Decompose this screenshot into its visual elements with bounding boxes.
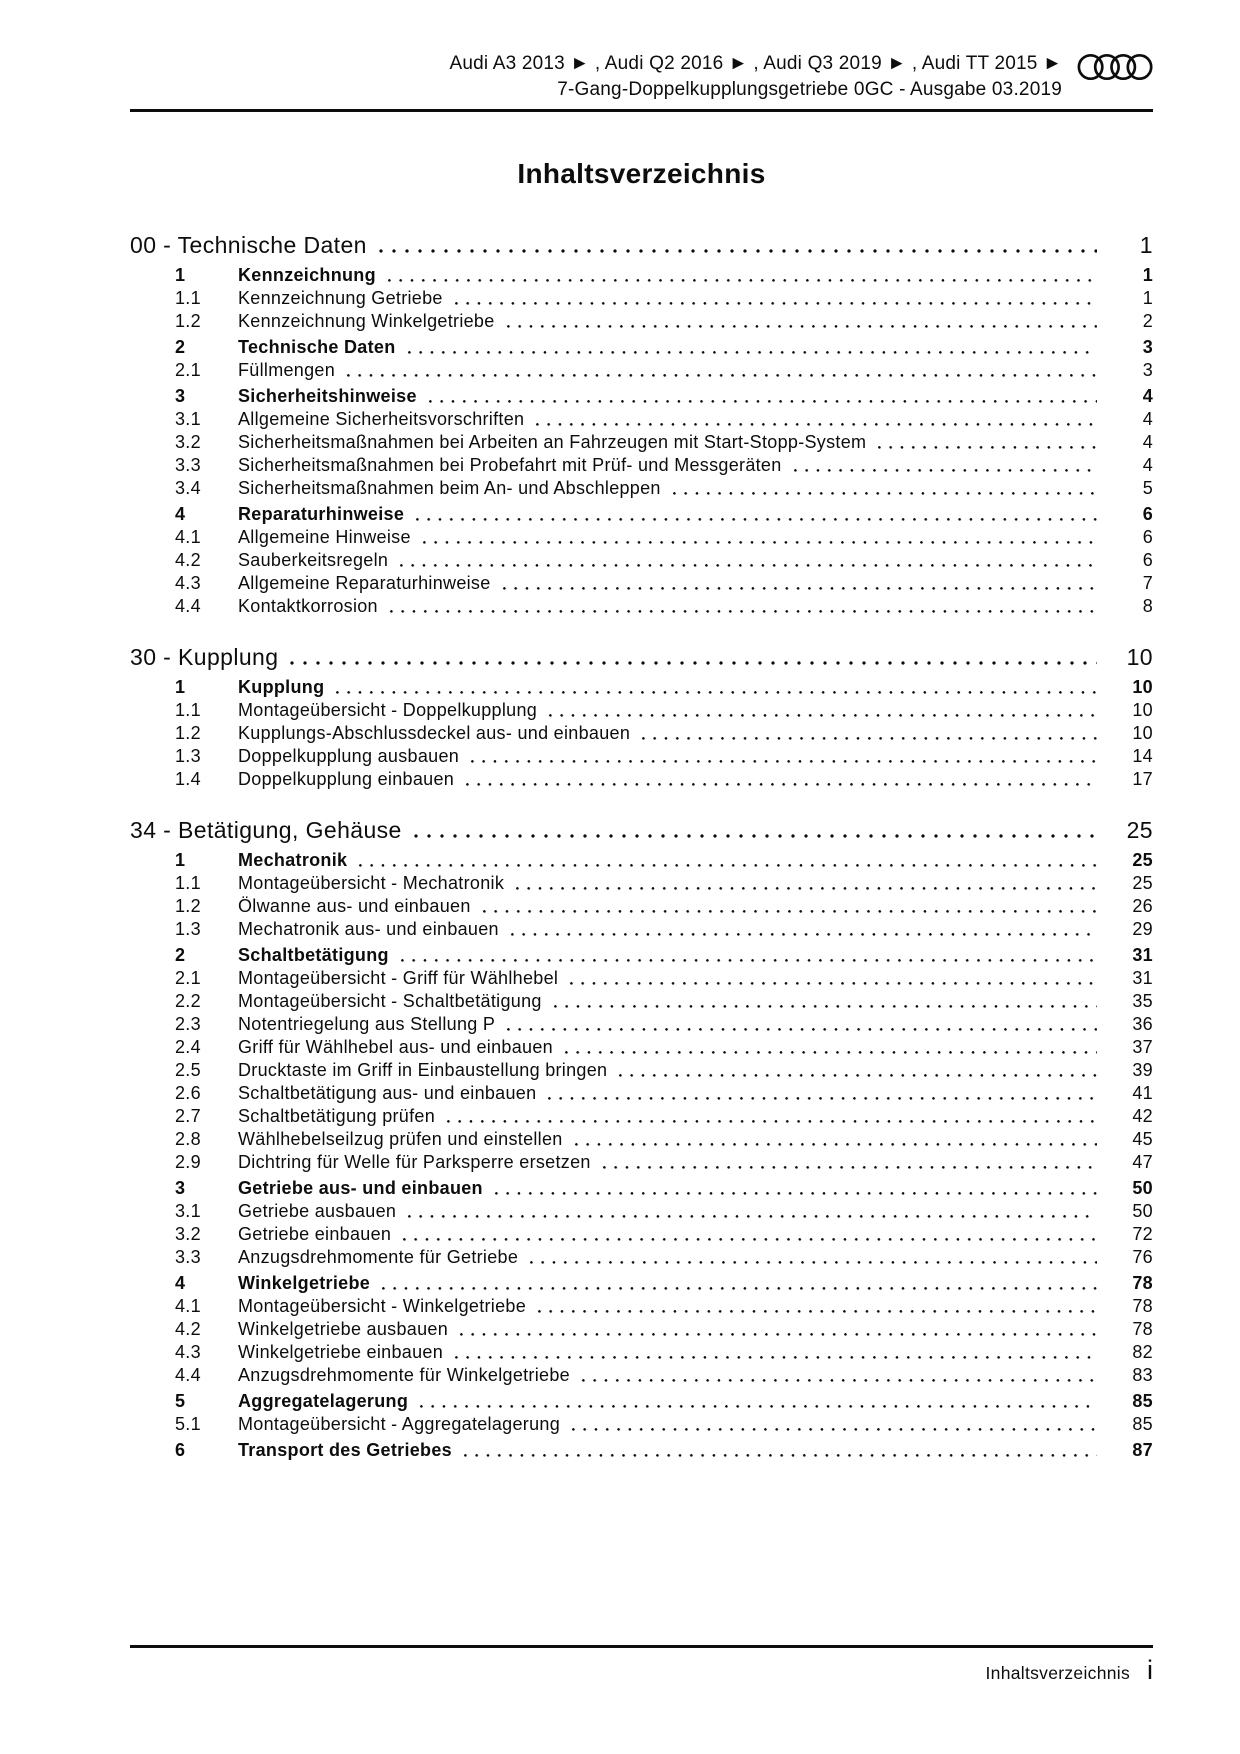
toc-entry-row (130, 549, 1153, 572)
dot-leader (465, 768, 1097, 791)
toc-entry-page-number: 36 (1132, 1014, 1153, 1034)
toc-entry-page-number: 78 (1132, 1273, 1153, 1293)
toc-entry-title: Getriebe ausbauen (238, 1201, 397, 1221)
toc-entry-number: 3.1 (175, 409, 201, 429)
toc-entry-number: 1 (175, 677, 186, 697)
toc-entry-row (130, 745, 1153, 768)
toc-entry-number: 2.7 (175, 1106, 201, 1126)
toc-entry-number: 3.3 (175, 1247, 201, 1267)
dot-leader (459, 1318, 1097, 1341)
toc-entry-row (130, 1223, 1153, 1246)
toc-entry-row (130, 1439, 1153, 1462)
toc-chapter-label: 00 - Technische Daten (130, 232, 367, 258)
page-header (130, 51, 1153, 103)
toc-entry-title: Drucktaste im Griff in Einbaustellung bringen (238, 1060, 608, 1080)
toc-entry-page-number: 31 (1132, 945, 1153, 965)
dot-leader (553, 990, 1097, 1013)
toc-entry-title: Wählhebelseilzug prüfen und einstellen (238, 1129, 563, 1149)
toc-entry-page-number: 25 (1132, 850, 1153, 870)
toc-entry-number: 1.2 (175, 311, 201, 331)
toc-entry-page-number: 4 (1142, 386, 1153, 406)
toc-entry-title: Schaltbetätigung aus- und einbauen (238, 1083, 537, 1103)
toc-entry-number: 3.1 (175, 1201, 201, 1221)
dot-leader (422, 526, 1097, 549)
toc-entry-page-number: 7 (1142, 573, 1153, 593)
toc-entry-title: Doppelkupplung ausbauen (238, 746, 460, 766)
toc-entry-page-number: 5 (1142, 478, 1153, 498)
toc-entry-number: 4.1 (175, 1296, 201, 1316)
toc-entry-row (130, 595, 1153, 618)
toc-entry-title: Kennzeichnung (238, 265, 376, 285)
toc-entry-number: 3.2 (175, 432, 201, 452)
dot-leader (618, 1059, 1097, 1082)
toc-entry-title: Griff für Wählhebel aus- und einbauen (238, 1037, 553, 1057)
toc-chapter-page-number: 25 (1126, 817, 1153, 843)
dot-leader (400, 944, 1097, 967)
toc-entry-number: 1.2 (175, 896, 201, 916)
toc-entry-number: 1.4 (175, 769, 201, 789)
toc-entry-number: 1.1 (175, 873, 201, 893)
toc-entry-page-number: 14 (1132, 746, 1153, 766)
header-text (449, 51, 1062, 103)
toc-entry-page-number: 50 (1132, 1201, 1153, 1221)
dot-leader (399, 549, 1097, 572)
dot-leader (494, 1177, 1097, 1200)
toc-entry-page-number: 35 (1132, 991, 1153, 1011)
dot-leader (454, 287, 1097, 310)
toc-entry-title: Sauberkeitsregeln (238, 550, 389, 570)
toc-entry-row (130, 1341, 1153, 1364)
toc-entry-row (130, 572, 1153, 595)
toc-entry-page-number: 31 (1132, 968, 1153, 988)
header-subtitle-line: 7-Gang-Doppelkupplungsgetriebe 0GC - Ausgabe 03.2019 (557, 79, 1062, 100)
toc-entry-title: Sicherheitshinweise (238, 386, 417, 406)
toc-entry-number: 4.2 (175, 550, 201, 570)
toc-entry-row (130, 1200, 1153, 1223)
toc-entry-page-number: 39 (1132, 1060, 1153, 1080)
dot-leader (569, 967, 1097, 990)
toc-entry-page-number: 85 (1132, 1391, 1153, 1411)
toc-chapter-page-number: 1 (1139, 232, 1153, 258)
toc-entry-row (130, 359, 1153, 382)
toc-entry-number: 1.3 (175, 919, 201, 939)
toc-entry-row (130, 1151, 1153, 1174)
dot-leader (641, 722, 1097, 745)
toc-entry-title: Ölwanne aus- und einbauen (238, 896, 471, 916)
toc-entry-number: 2.2 (175, 991, 201, 1011)
toc-entry-title: Doppelkupplung einbauen (238, 769, 455, 789)
page-footer (130, 1645, 1153, 1684)
toc-entry-row (130, 264, 1153, 287)
toc-entry-number: 1.1 (175, 288, 201, 308)
dot-leader (428, 385, 1097, 408)
toc-entry-number: 3.2 (175, 1224, 201, 1244)
toc-entry-row (130, 385, 1153, 408)
toc-entry-number: 1.3 (175, 746, 201, 766)
toc-entry-page-number: 45 (1132, 1129, 1153, 1149)
toc-entry-number: 1.1 (175, 700, 201, 720)
toc-entry-number: 1 (175, 265, 186, 285)
toc-entry-title: Anzugsdrehmomente für Getriebe (238, 1247, 519, 1267)
toc-entry-page-number: 87 (1132, 1440, 1153, 1460)
toc-entry-row (130, 849, 1153, 872)
toc-entry-page-number: 3 (1142, 337, 1153, 357)
toc-entry-number: 2.5 (175, 1060, 201, 1080)
toc-entry-row (130, 1413, 1153, 1436)
toc-entry-row (130, 1390, 1153, 1413)
dot-leader (387, 264, 1097, 287)
toc-entry-number: 5 (175, 1391, 186, 1411)
toc-entry-row (130, 1318, 1153, 1341)
header-rule (130, 109, 1153, 112)
toc-entry-title: Winkelgetriebe einbauen (238, 1342, 444, 1362)
toc-entry-number: 2.6 (175, 1083, 201, 1103)
dot-leader (454, 1341, 1097, 1364)
toc-entry-row (130, 1364, 1153, 1387)
dot-leader (548, 699, 1097, 722)
toc-entry-number: 2 (175, 945, 186, 965)
dot-leader (378, 230, 1097, 260)
toc-entry-title: Kupplungs-Abschlussdeckel aus- und einbauen (238, 723, 631, 743)
toc-entry-number: 3 (175, 386, 186, 406)
toc-entry-row (130, 895, 1153, 918)
toc-entry-row (130, 967, 1153, 990)
toc-entry-page-number: 4 (1142, 432, 1153, 452)
dot-leader (502, 572, 1097, 595)
toc-entry-title: Mechatronik (238, 850, 348, 870)
toc-entry-number: 3 (175, 1178, 186, 1198)
dot-leader (547, 1082, 1097, 1105)
toc-entry-row (130, 310, 1153, 333)
toc-entry-page-number: 26 (1132, 896, 1153, 916)
toc-entry-title: Allgemeine Reparaturhinweise (238, 573, 491, 593)
toc-entry-title: Kupplung (238, 677, 325, 697)
toc-chapter-row (130, 230, 1153, 260)
toc-entry-row (130, 1105, 1153, 1128)
toc-chapter-label: 34 - Betätigung, Gehäuse (130, 817, 402, 843)
toc-entry-title: Getriebe aus- und einbauen (238, 1178, 483, 1198)
toc-entry-title: Montageübersicht - Aggregatelagerung (238, 1414, 561, 1434)
toc-entry-number: 2.1 (175, 360, 201, 380)
toc-entry-row (130, 1013, 1153, 1036)
toc-entry-row (130, 526, 1153, 549)
toc-entry-row (130, 918, 1153, 941)
toc-entry-number: 4.3 (175, 573, 201, 593)
toc-entry-title: Montageübersicht - Mechatronik (238, 873, 505, 893)
toc-entry-row (130, 1246, 1153, 1269)
toc-chapter-row (130, 642, 1153, 672)
dot-leader (877, 431, 1097, 454)
toc-entry-page-number: 4 (1142, 455, 1153, 475)
toc-entry-title: Allgemeine Hinweise (238, 527, 411, 547)
toc-entry-row (130, 944, 1153, 967)
toc-entry-title: Schaltbetätigung (238, 945, 389, 965)
toc-entry-page-number: 85 (1132, 1414, 1153, 1434)
toc-entry-row (130, 699, 1153, 722)
toc-entry-title: Winkelgetriebe (238, 1273, 371, 1293)
toc-entry-row (130, 454, 1153, 477)
toc-entry-row (130, 477, 1153, 500)
toc-entry-number: 4.3 (175, 1342, 201, 1362)
toc-entry-row (130, 503, 1153, 526)
toc (130, 230, 1153, 1462)
toc-entry-title: Sicherheitsmaßnahmen bei Probefahrt mit Prüf- und Messgeräten (238, 455, 782, 475)
toc-entry-page-number: 41 (1132, 1083, 1153, 1103)
toc-entry-number: 2.3 (175, 1014, 201, 1034)
header-models-line: Audi A3 2013 ► , Audi Q2 2016 ► , Audi Q3 2019 ► , Audi TT 2015 ► (449, 53, 1062, 74)
toc-entry-page-number: 17 (1132, 769, 1153, 789)
toc-entry-number: 4.1 (175, 527, 201, 547)
toc-entry-number: 1.2 (175, 723, 201, 743)
dot-leader (402, 1223, 1097, 1246)
toc-entry-title: Dichtring für Welle für Parksperre ersetzen (238, 1152, 591, 1172)
toc-entry-row (130, 408, 1153, 431)
dot-leader (515, 872, 1097, 895)
dot-leader (602, 1151, 1097, 1174)
toc-entry-page-number: 1 (1142, 288, 1153, 308)
page-title: Inhaltsverzeichnis (517, 158, 766, 189)
toc-entry-page-number: 78 (1132, 1319, 1153, 1339)
dot-leader (793, 454, 1097, 477)
toc-entry-page-number: 37 (1132, 1037, 1153, 1057)
toc-entry-number: 4.2 (175, 1319, 201, 1339)
toc-entry-title: Technische Daten (238, 337, 396, 357)
dot-leader (470, 745, 1097, 768)
toc-entry-number: 2.4 (175, 1037, 201, 1057)
dot-leader (289, 642, 1097, 672)
toc-entry-number: 5.1 (175, 1414, 201, 1434)
toc-entry-page-number: 50 (1132, 1178, 1153, 1198)
toc-entry-row (130, 287, 1153, 310)
toc-entry-title: Füllmengen (238, 360, 336, 380)
toc-entry-row (130, 722, 1153, 745)
toc-entry-page-number: 29 (1132, 919, 1153, 939)
toc-entry-number: 4 (175, 1273, 186, 1293)
toc-entry-title: Kennzeichnung Winkelgetriebe (238, 311, 495, 331)
toc-entry-page-number: 2 (1142, 311, 1153, 331)
toc-entry-title: Getriebe einbauen (238, 1224, 392, 1244)
dot-leader (506, 1013, 1097, 1036)
toc-chapter-page-number: 10 (1126, 644, 1153, 670)
toc-entry-page-number: 47 (1132, 1152, 1153, 1172)
toc-entry-title: Montageübersicht - Doppelkupplung (238, 700, 538, 720)
toc-entry-number: 4.4 (175, 596, 201, 616)
toc-entry-page-number: 10 (1132, 723, 1153, 743)
dot-leader (415, 503, 1097, 526)
dot-leader (506, 310, 1097, 333)
toc-entry-row (130, 1059, 1153, 1082)
dot-leader (535, 408, 1097, 431)
dot-leader (346, 359, 1097, 382)
toc-entry-title: Montageübersicht - Griff für Wählhebel (238, 968, 559, 988)
footer-rule (130, 1645, 1153, 1648)
toc-entry-page-number: 10 (1132, 677, 1153, 697)
dot-leader (446, 1105, 1097, 1128)
toc-entry-row (130, 1036, 1153, 1059)
dot-leader (407, 1200, 1097, 1223)
dot-leader (463, 1439, 1097, 1462)
toc-entry-page-number: 6 (1142, 504, 1153, 524)
toc-entry-number: 2 (175, 337, 186, 357)
toc-entry-title: Mechatronik aus- und einbauen (238, 919, 499, 939)
toc-entry-number: 3.3 (175, 455, 201, 475)
toc-chapter-row (130, 815, 1153, 845)
dot-leader (581, 1364, 1097, 1387)
toc-entry-row (130, 676, 1153, 699)
toc-entry-page-number: 82 (1132, 1342, 1153, 1362)
toc-entry-title: Anzugsdrehmomente für Winkelgetriebe (238, 1365, 570, 1385)
toc-entry-page-number: 3 (1142, 360, 1153, 380)
toc-entry-number: 4.4 (175, 1365, 201, 1385)
toc-entry-row (130, 1082, 1153, 1105)
toc-entry-number: 6 (175, 1440, 186, 1460)
dot-leader (381, 1272, 1097, 1295)
dot-leader (413, 815, 1097, 845)
toc-entry-number: 4 (175, 504, 186, 524)
dot-leader (537, 1295, 1097, 1318)
toc-entry-page-number: 6 (1142, 527, 1153, 547)
toc-entry-page-number: 10 (1132, 700, 1153, 720)
toc-entry-title: Sicherheitsmaßnahmen beim An- und Abschleppen (238, 478, 661, 498)
toc-entry-title: Montageübersicht - Schaltbetätigung (238, 991, 542, 1011)
toc-chapter-label: 30 - Kupplung (130, 644, 279, 670)
toc-entry-title: Sicherheitsmaßnahmen bei Arbeiten an Fahrzeugen mit Start-Stopp-System (238, 432, 867, 452)
toc-entry-title: Aggregatelagerung (238, 1391, 409, 1411)
toc-entry-title: Transport des Getriebes (238, 1440, 452, 1460)
dot-leader (389, 595, 1097, 618)
dot-leader (482, 895, 1097, 918)
toc-entry-row (130, 990, 1153, 1013)
dot-leader (672, 477, 1097, 500)
toc-entry-number: 1 (175, 850, 186, 870)
toc-entry-page-number: 8 (1142, 596, 1153, 616)
toc-entry-number: 2.1 (175, 968, 201, 988)
dot-leader (571, 1413, 1097, 1436)
toc-entry-page-number: 76 (1132, 1247, 1153, 1267)
toc-entry-page-number: 42 (1132, 1106, 1153, 1126)
footer-page-number: i (1147, 1655, 1153, 1685)
toc-entry-row (130, 872, 1153, 895)
dot-leader (510, 918, 1097, 941)
toc-entry-number: 3.4 (175, 478, 201, 498)
dot-leader (407, 336, 1097, 359)
toc-entry-page-number: 4 (1142, 409, 1153, 429)
toc-entry-page-number: 25 (1132, 873, 1153, 893)
toc-entry-row (130, 336, 1153, 359)
dot-leader (358, 849, 1097, 872)
toc-entry-row (130, 1128, 1153, 1151)
dot-leader (529, 1246, 1097, 1269)
toc-entry-title: Allgemeine Sicherheitsvorschriften (238, 409, 525, 429)
toc-entry-title: Kennzeichnung Getriebe (238, 288, 443, 308)
footer-line (130, 1657, 1153, 1684)
dot-leader (574, 1128, 1097, 1151)
toc-entry-title: Montageübersicht - Winkelgetriebe (238, 1296, 527, 1316)
toc-entry-title: Kontaktkorrosion (238, 596, 378, 616)
toc-entry-title: Reparaturhinweise (238, 504, 405, 524)
dot-leader (564, 1036, 1097, 1059)
toc-entry-row (130, 1295, 1153, 1318)
toc-entry-page-number: 6 (1142, 550, 1153, 570)
toc-entry-title: Schaltbetätigung prüfen (238, 1106, 436, 1126)
toc-entry-page-number: 78 (1132, 1296, 1153, 1316)
toc-entry-page-number: 83 (1132, 1365, 1153, 1385)
toc-entry-number: 2.8 (175, 1129, 201, 1149)
toc-entry-row (130, 768, 1153, 791)
toc-entry-page-number: 72 (1132, 1224, 1153, 1244)
audi-rings-icon (1077, 53, 1153, 81)
toc-entry-title: Winkelgetriebe ausbauen (238, 1319, 449, 1339)
toc-entry-row (130, 1272, 1153, 1295)
toc-entry-page-number: 1 (1142, 265, 1153, 285)
toc-entry-row (130, 431, 1153, 454)
dot-leader (419, 1390, 1097, 1413)
toc-entry-number: 2.9 (175, 1152, 201, 1172)
toc-entry-row (130, 1177, 1153, 1200)
toc-entry-title: Notentriegelung aus Stellung P (238, 1014, 496, 1034)
dot-leader (335, 676, 1097, 699)
footer-section-label: Inhaltsverzeichnis (985, 1663, 1130, 1683)
